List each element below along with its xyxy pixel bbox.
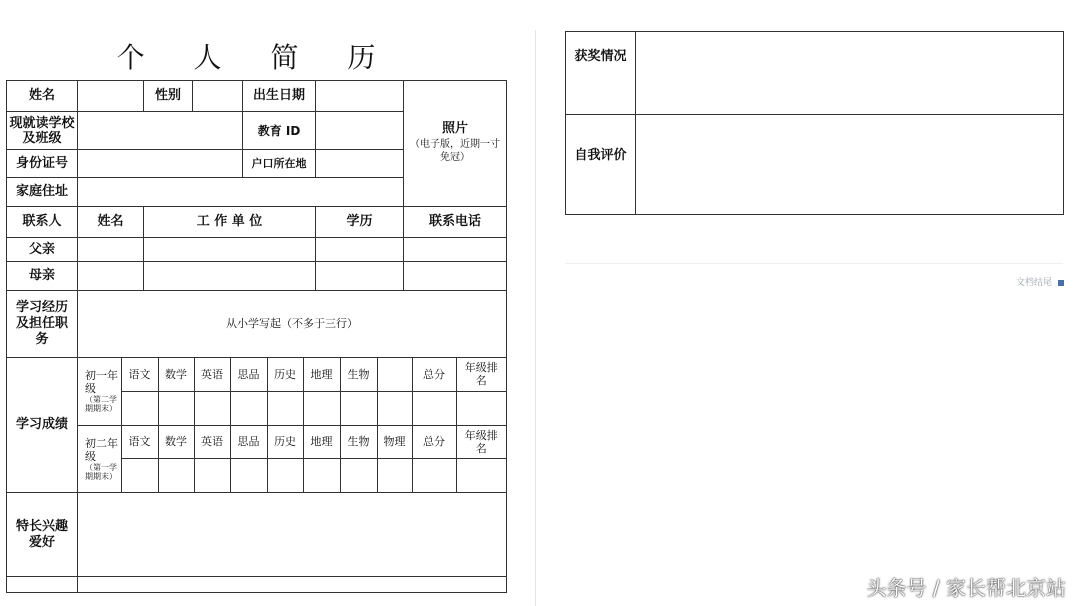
father-work-field[interactable] <box>144 238 316 262</box>
father-phone-field[interactable] <box>404 238 507 262</box>
page-divider <box>535 30 536 606</box>
term1-subject: 思品 <box>230 358 267 391</box>
id-number-field[interactable] <box>78 150 243 178</box>
term1-grade-cell <box>78 358 121 425</box>
term1-score-field[interactable] <box>194 391 230 425</box>
term2-rank-label: 年级排名 <box>456 425 506 458</box>
school-field[interactable] <box>78 112 243 150</box>
father-label: 父亲 <box>7 238 78 262</box>
awards-label: 获奖情况 <box>566 32 636 115</box>
term2-subject: 数学 <box>158 425 194 458</box>
term2-score-field[interactable] <box>340 458 377 492</box>
contact-work-header: 工 作 单 位 <box>144 207 316 238</box>
grades-cell <box>78 358 507 493</box>
term1-rank-label: 年级排名 <box>456 358 506 391</box>
hukou-field[interactable] <box>316 150 404 178</box>
term1-score-field[interactable] <box>230 391 267 425</box>
term1-score-field[interactable] <box>377 391 412 425</box>
term1-subject: 语文 <box>121 358 158 391</box>
second-page <box>537 0 1080 606</box>
resume-page <box>0 0 536 606</box>
photo-label: 照片 <box>441 120 468 136</box>
contact-name-header: 姓名 <box>78 207 144 238</box>
birth-field[interactable] <box>316 81 404 112</box>
gender-field[interactable] <box>193 81 243 112</box>
term2-rank-field[interactable] <box>456 458 506 492</box>
term2-subject: 生物 <box>340 425 377 458</box>
self-eval-field[interactable] <box>636 115 1064 215</box>
mother-name-field[interactable] <box>78 262 144 291</box>
term2-grade: 初二年级 <box>85 436 118 463</box>
document-end-line <box>565 263 1063 264</box>
mother-work-field[interactable] <box>144 262 316 291</box>
term2-grade-cell <box>78 425 121 492</box>
mother-label: 母亲 <box>7 262 78 291</box>
contact-edu-header: 学历 <box>316 207 404 238</box>
term2-score-field[interactable] <box>267 458 303 492</box>
term2-total-label: 总分 <box>412 425 456 458</box>
term2-score-field[interactable] <box>158 458 194 492</box>
term1-subject: 数学 <box>158 358 194 391</box>
resume-table <box>6 80 507 593</box>
gender-label: 性别 <box>144 81 193 112</box>
school-label: 现就读学校及班级 <box>7 112 78 150</box>
term2-total-field[interactable] <box>412 458 456 492</box>
term2-subject: 语文 <box>121 425 158 458</box>
photo-cell[interactable] <box>404 81 507 207</box>
hobbies-label: 特长兴趣爱好 <box>7 493 78 577</box>
mother-edu-field[interactable] <box>316 262 404 291</box>
term1-total-label: 总分 <box>412 358 456 391</box>
term1-total-field[interactable] <box>412 391 456 425</box>
term2-score-field[interactable] <box>377 458 412 492</box>
term2-score-field[interactable] <box>303 458 340 492</box>
study-history-label: 学习经历及担任职务 <box>7 291 78 358</box>
bottom-label-cell <box>7 577 78 593</box>
term1-rank-field[interactable] <box>456 391 506 425</box>
term1-score-field[interactable] <box>121 391 158 425</box>
awards-field[interactable] <box>636 32 1064 115</box>
address-field[interactable] <box>78 178 404 207</box>
term2-subject: 英语 <box>194 425 230 458</box>
hukou-label: 户口所在地 <box>243 150 316 178</box>
term2-subject: 思品 <box>230 425 267 458</box>
term2-subject: 地理 <box>303 425 340 458</box>
term2-score-field[interactable] <box>230 458 267 492</box>
term1-subject: 生物 <box>340 358 377 391</box>
photo-note: （电子版，近期一寸免冠） <box>410 138 500 163</box>
name-label: 姓名 <box>7 81 78 112</box>
father-edu-field[interactable] <box>316 238 404 262</box>
contact-phone-header: 联系电话 <box>404 207 507 238</box>
watermark: 头条号 / 家长帮北京站 <box>866 576 1066 600</box>
birth-label: 出生日期 <box>243 81 316 112</box>
bottom-field[interactable] <box>78 577 507 593</box>
term2-subject: 历史 <box>267 425 303 458</box>
term2-score-field[interactable] <box>121 458 158 492</box>
end-square-icon <box>1058 280 1064 286</box>
study-history-field[interactable]: 从小学写起（不多于三行） <box>78 291 507 358</box>
self-eval-label: 自我评价 <box>566 115 636 215</box>
address-label: 家庭住址 <box>7 178 78 207</box>
term1-subject: 英语 <box>194 358 230 391</box>
mother-phone-field[interactable] <box>404 262 507 291</box>
term1-score-field[interactable] <box>267 391 303 425</box>
page-title: 个 人 简 历 <box>116 41 396 74</box>
grades-label: 学习成绩 <box>7 358 78 493</box>
grades-table <box>78 358 506 492</box>
term1-grade: 初一年级 <box>85 369 118 396</box>
document-end-marker <box>1016 275 1064 288</box>
term1-subject: 历史 <box>267 358 303 391</box>
term1-subject <box>377 358 412 391</box>
contact-label: 联系人 <box>7 207 78 238</box>
term1-note: （第二学期期末） <box>85 395 117 414</box>
term1-score-field[interactable] <box>158 391 194 425</box>
term1-score-field[interactable] <box>303 391 340 425</box>
term2-score-field[interactable] <box>194 458 230 492</box>
hobbies-field[interactable] <box>78 493 507 577</box>
document-end-label: 文档结尾 <box>1015 278 1052 288</box>
term1-score-field[interactable] <box>340 391 377 425</box>
name-field[interactable] <box>78 81 144 112</box>
term1-subject: 地理 <box>303 358 340 391</box>
term2-note: （第一学期期末） <box>85 462 117 481</box>
id-number-label: 身份证号 <box>7 150 78 178</box>
awards-evaluation-table <box>565 31 1064 215</box>
father-name-field[interactable] <box>78 238 144 262</box>
edu-id-label: 教育 ID <box>243 112 316 150</box>
edu-id-field[interactable] <box>316 112 404 150</box>
term2-subject: 物理 <box>377 425 412 458</box>
